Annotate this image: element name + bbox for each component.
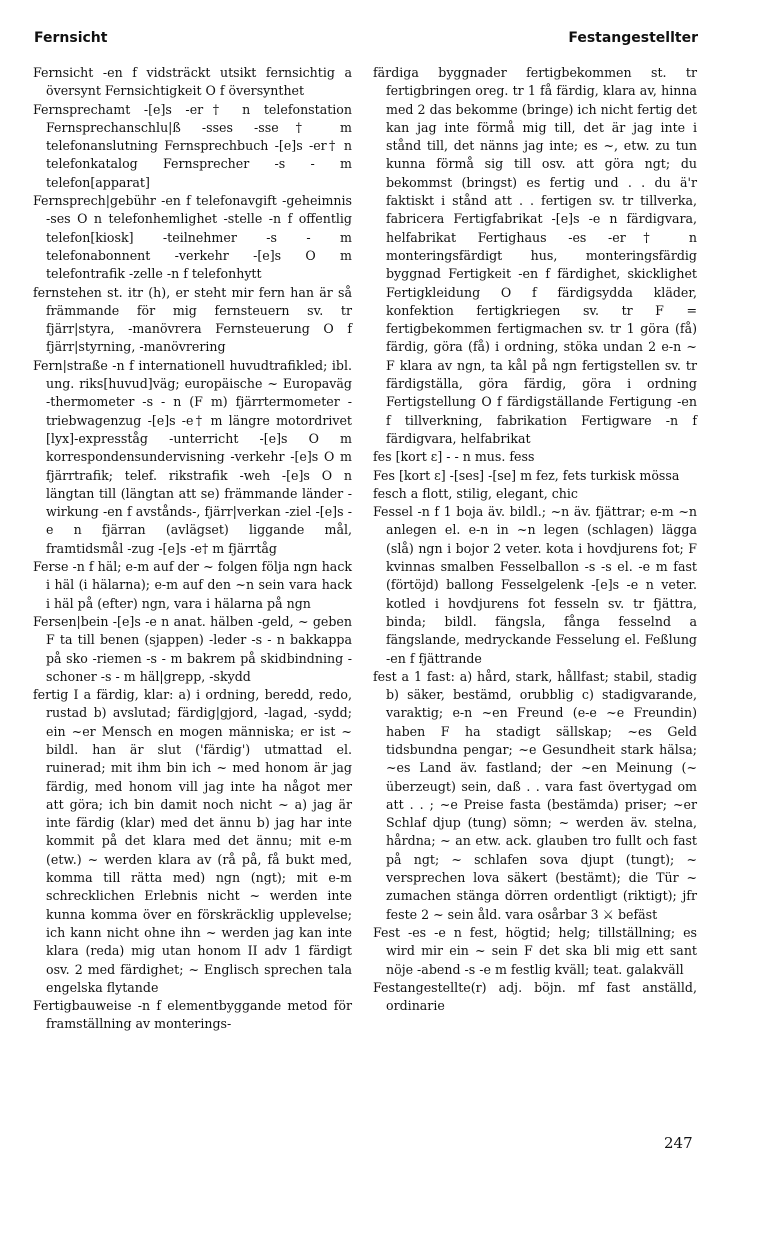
left-column	[33, 64, 352, 1034]
dictionary-entry: fesch a flott, stilig, elegant, chic	[373, 485, 578, 501]
dictionary-entry: Fernsicht -en f vidsträckt utsikt fernsichtig a översynt Fernsichtigkeit O f översynthet	[33, 65, 352, 99]
dictionary-entry: fertig I a färdig, klar: a) i ordning, beredd, redo, rustad b) avslutad; färdig|gjord, -lagad, -sydd; ein ~er Mensch en mogen människa; er ist ~ bildl. han är slut ('färdig') utmattad el. ruinerad; mit ihm bin ich ~ med honom är jag färdig, med honom vill jag inte ha något mer att göra; ich bin damit noch nicht ~ a) jag är inte färdig (klar) med det ännu b) jag har inte kommit på det klara med det ännu; mit e-m (etw.) ~ werden klara av (rå på, få bukt med, komma till rätta med) ngn (ngt); mit e-m schrecklichen Erlebnis nicht ~ werden inte kunna komma över en förskräcklig upplevelse; ich kann nicht ohne ihn ~ werden jag kan inte klara (reda) mig utan honom II adv 1 färdigt osv. 2 med färdighet; ~ Englisch sprechen tala engelska flytande	[33, 687, 352, 995]
left-guideword: Fernsicht	[34, 30, 108, 46]
dictionary-entry: Festangestellte(r) adj. böjn. mf fast anställd, ordinarie	[373, 979, 697, 1014]
dictionary-entry: Fern|straße -n f internationell huvudtrafikled; ibl. ung. riks[huvud]väg; europäische ~ Europaväg -thermometer -s - n (F m) fjärrtermometer -triebwagenzug -[e]s -e† m längre motordrivet [lyx]-expresståg -unterricht -[e]s O m korrespondensundervisning -verkehr -[e]s O m fjärrtrafik; telef. rikstrafik -weh -[e]s O n längtan till (längtan att se) främmande länder -wirkung -en f avstånds-, fjärr|verkan -ziel -[e]s -e n fjärran (avlägset) liggande mål, framtidsmål -zug -[e]s -e† m fjärrtåg	[33, 357, 352, 556]
dictionary-entry: Fes [kort ɛ] -[ses] -[se] m fez, fets turkisk mössa	[373, 467, 680, 483]
dictionary-entry: Fest -es -e n fest, högtid; helg; tillställning; es wird mir ein ~ sein F det ska bli mig ett sant nöje -abend -s -e m festlig kväll; teat. galakväll	[373, 924, 697, 977]
page-number: 247	[664, 1134, 693, 1152]
dictionary-entry: Fersen|bein -[e]s -e n anat. hälben -geld, ~ geben F ta till benen (sjappen) -leder -s - n bakkappa på sko -riemen -s - m bakrem på skidbindning -schoner -s - m häl|grepp, -skydd	[33, 613, 352, 684]
dictionary-entry: fernstehen st. itr (h), er steht mir fern han är så främmande för mig fernsteuern sv. tr fjärr|styra, -manövrera Fernsteuerung O f fjärr|styrning, -manövrering	[33, 284, 352, 355]
dictionary-entry: Fertigbauweise -n f elementbyggande metod för framställning av monterings-	[33, 998, 352, 1032]
dictionary-entry: Fernsprechamt -[e]s -er† n telefonstation Fernsprechanschlu|ß -sses -sse† m telefonanslutning Fernsprechbuch -[e]s -er† n telefonkatalog Fernsprecher -s - m telefon[apparat]	[33, 101, 352, 190]
right-guideword: Festangestellter	[568, 30, 698, 46]
dictionary-entry: färdiga byggnader fertigbekommen st. tr fertigbringen oreg. tr 1 få färdig, klara av, hinna med 2 das bekomme (bringe) ich nicht fertig det kan jag inte förmå mig till, det är jag inte i stånd till, det nänns jag inte; es ~, etw. zu tun kunna förmå sig till osv. att göra ngt; du bekommst (bringst) es fertig und . . du ä'r faktiskt i stånd att . . fertigen sv. tr tillverka, fabricera Fertigfabrikat -[e]s -e n färdigvara, helfabrikat Fertighaus -es -er† n monteringsfärdigt hus, monteringsfärdig byggnad Fertigkeit -en f färdighet, skicklighet Fertigkleidung O f färdigsydda kläder, konfektion fertigkriegen sv. tr F = fertigbekommen fertigmachen sv. tr 1 göra (få) färdig, göra (få) i ordning, stöka undan 2 e-n ~ F klara av ngn, ta kål på ngn fertigstellen sv. tr färdigställa, göra färdig, göra i ordning Fertigstellung O f färdigställande Fertigung -en f tillverkning, fabrikation Fertigware -n f färdigvara, helfabrikat	[373, 65, 697, 446]
dictionary-entry: Ferse -n f häl; e-m auf der ~ folgen följa ngn hack i häl (i hälarna); e-m auf den ~n sein vara hack i häl på (efter) ngn, vara i hälarna på ngn	[33, 559, 352, 611]
right-column	[373, 64, 697, 1015]
dictionary-entry: fest a 1 fast: a) hård, stark, hållfast; stabil, stadig b) säker, bestämd, orubblig c) stadigvarande, varaktig; e-n ~en Freund (e-e ~e Freundin) haben F ha stadigt sällskap; ~es Geld tidsbundna pengar; ~e Gesundheit stark hälsa; ~es Land äv. fastland; der ~en Meinung (~ überzeugt) sein, daß . . vara fast övertygad om att . . ; ~e Preise fasta (bestämda) priser; ~er Schlaf djup (tung) sömn; ~ werden äv. stelna, hårdna; ~ an etw. ack. glauben tro fullt och fast på ngt; ~ schlafen sova djupt (tungt); ~ versprechen lova säkert (bestämt); die Tür ~ zumachen stänga dörren ordentligt (riktigt); jfr feste 2 ~ sein åld. vara osårbar 3 ⚔ befäst	[373, 668, 697, 922]
dictionary-entry: Fernsprech|gebühr -en f telefonavgift -geheimnis -ses O n telefonhemlighet -stelle -n f offentlig telefon[kiosk] -teilnehmer -s - m telefonabonnent -verkehr -[e]s O m telefontrafik -zelle -n f telefonhytt	[33, 193, 352, 282]
dictionary-entry: Fessel -n f 1 boja äv. bildl.; ~n äv. fjättrar; e-m ~n anlegen el. e-n in ~n legen (schlagen) lägga (slå) ngn i bojor 2 veter. kota i hovdjurens fot; F kvinnas smalben Fesselballon -s -s el. -e m fast (förtöjd) ballong Fesselgelenk -[e]s -e n veter. kotled i hovdjurens fot fesseln sv. tr fjättra, binda; bildl. fängsla, fånga fesselnd a fängslande, medryckande Fesselung el. Feßlung -en f fjättrande	[373, 504, 697, 666]
dictionary-entry: fes [kort ɛ] - - n mus. fess	[373, 449, 535, 465]
